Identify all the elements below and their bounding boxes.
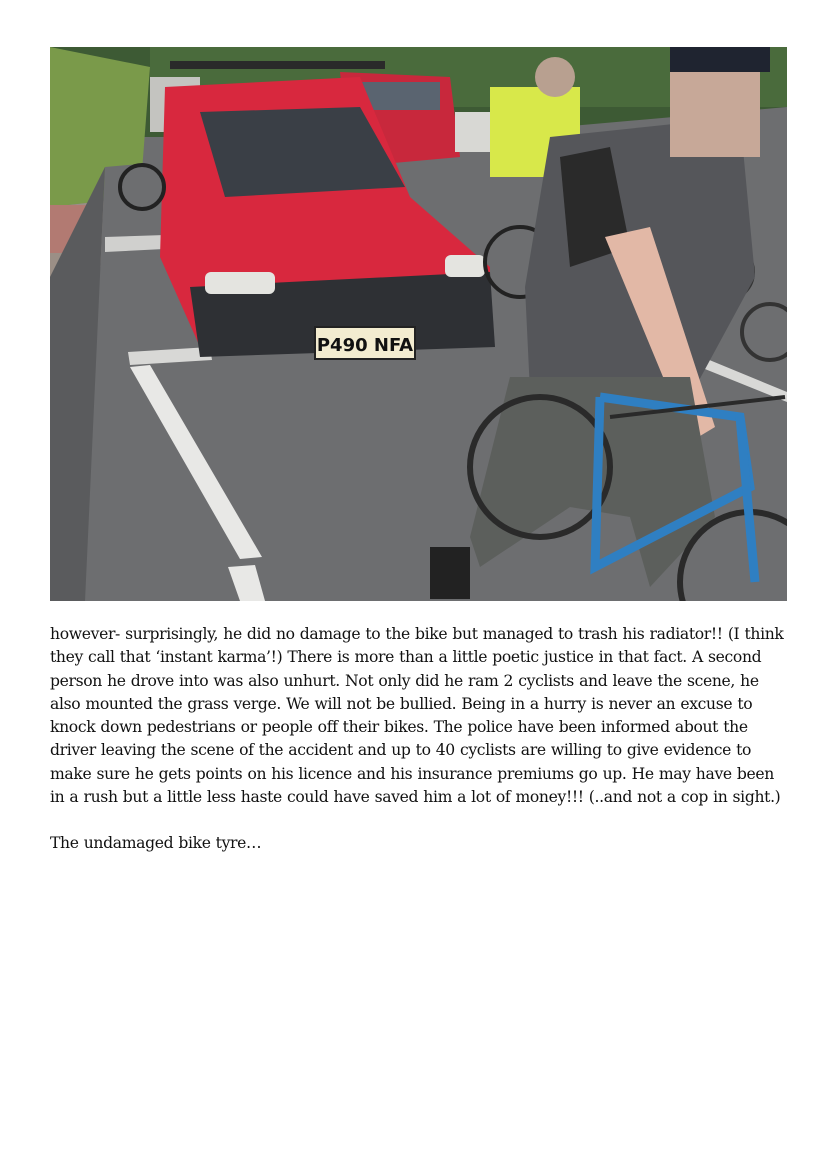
article-text <box>50 623 790 856</box>
street-photo-image <box>50 47 787 601</box>
photo-caption: The undamaged bike tyre… <box>50 834 262 853</box>
body-paragraph: however- surprisingly, he did no damage to the bike but managed to trash his radiator!! (I think they call that ‘instant karma’!) There is more than a little poetic justice in that fact. A second person he drove into was also unhurt. Not only did he ram 2 cyclists and leave the scene, he also mounted the grass verge. We will not be bullied. Being in a hurry is never an excuse to knock down pedestrians or people off their bikes. The police have been informed about the driver leaving the scene of the accident and up to 40 cyclists are willing to give evidence to make sure he gets points on his licence and his insurance premiums go up. He may have been in a rush but a little less haste could have saved him a lot of money!!! (..and not a cop in sight.) <box>50 625 784 807</box>
license-plate: P490 NFA <box>316 335 414 356</box>
street-photo <box>50 47 787 601</box>
